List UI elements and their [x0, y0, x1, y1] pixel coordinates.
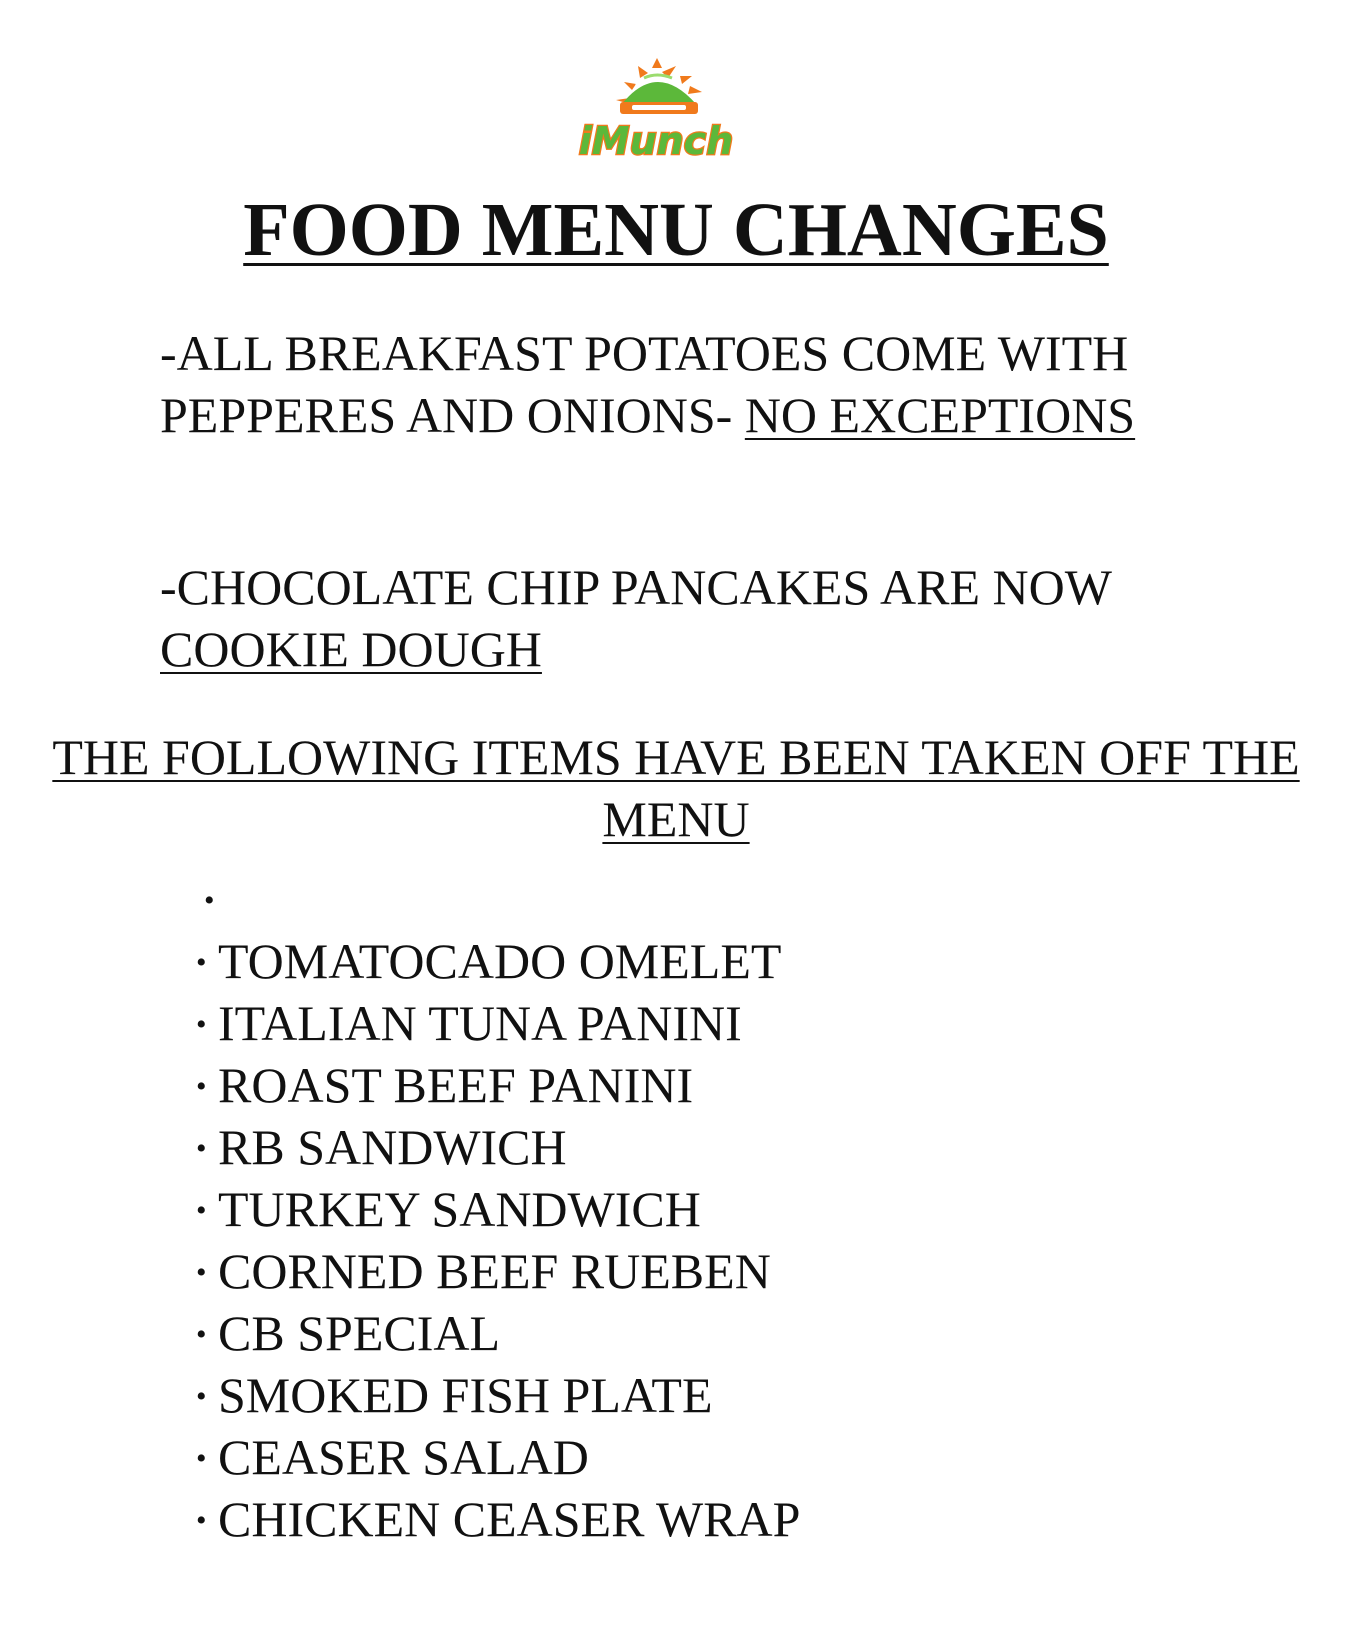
list-item-label: ITALIAN TUNA PANINI [218, 995, 742, 1051]
list-item-label: SMOKED FISH PLATE [218, 1367, 713, 1423]
bullet: • [196, 1503, 207, 1537]
bullet: • [196, 1193, 207, 1227]
empty-list-item [196, 866, 236, 926]
notice-breakfast-potatoes-text: -ALL BREAKFAST POTATOES COME WITH PEPPERES AND ONIONS- [160, 325, 1129, 443]
list-item-label: CHICKEN CEASER WRAP [218, 1491, 801, 1547]
list-item [196, 992, 800, 1054]
list-item-label: TOMATOCADO OMELET [218, 933, 782, 989]
bullet: • [196, 1379, 207, 1413]
list-item [196, 930, 800, 992]
list-item [196, 1116, 800, 1178]
removed-items-heading-text: THE FOLLOWING ITEMS HAVE BEEN TAKEN OFF THE MENU [52, 729, 1300, 847]
imunch-logo [578, 56, 750, 166]
notice-pancakes-emphasis: COOKIE DOUGH [160, 621, 542, 677]
bullet: • [196, 1441, 207, 1475]
list-item [196, 1364, 800, 1426]
bullet: • [196, 1131, 207, 1165]
list-item-label: CORNED BEEF RUEBEN [218, 1243, 771, 1299]
list-item-label: ROAST BEEF PANINI [218, 1057, 694, 1113]
bullet: • [196, 1255, 207, 1289]
imunch-logo-graphic [578, 56, 750, 166]
removed-items-heading [0, 726, 1352, 850]
list-item-label: CEASER SALAD [218, 1429, 589, 1485]
list-item [196, 1054, 800, 1116]
notice-pancakes-text: -CHOCOLATE CHIP PANCAKES ARE NOW [160, 559, 1112, 615]
bullet: • [196, 1007, 207, 1041]
list-item-label: RB SANDWICH [218, 1119, 567, 1175]
page-title-text: FOOD MENU CHANGES [243, 188, 1109, 272]
notice-breakfast-potatoes [160, 322, 1230, 446]
bullet: • [204, 884, 215, 917]
removed-items-list [196, 930, 800, 1550]
bullet: • [196, 1069, 207, 1103]
list-item-label: TURKEY SANDWICH [218, 1181, 701, 1237]
list-item [196, 1426, 800, 1488]
page-title [0, 186, 1352, 274]
list-item [196, 1302, 800, 1364]
list-item [196, 1178, 800, 1240]
notice-pancakes [160, 556, 1230, 680]
list-item [196, 1240, 800, 1302]
list-item [196, 1488, 800, 1550]
imunch-logo-text: iMunch [578, 119, 734, 163]
bullet: • [196, 945, 207, 979]
list-item-label: CB SPECIAL [218, 1305, 501, 1361]
notice-breakfast-potatoes-emphasis: NO EXCEPTIONS [744, 387, 1136, 443]
bullet: • [196, 1317, 207, 1351]
